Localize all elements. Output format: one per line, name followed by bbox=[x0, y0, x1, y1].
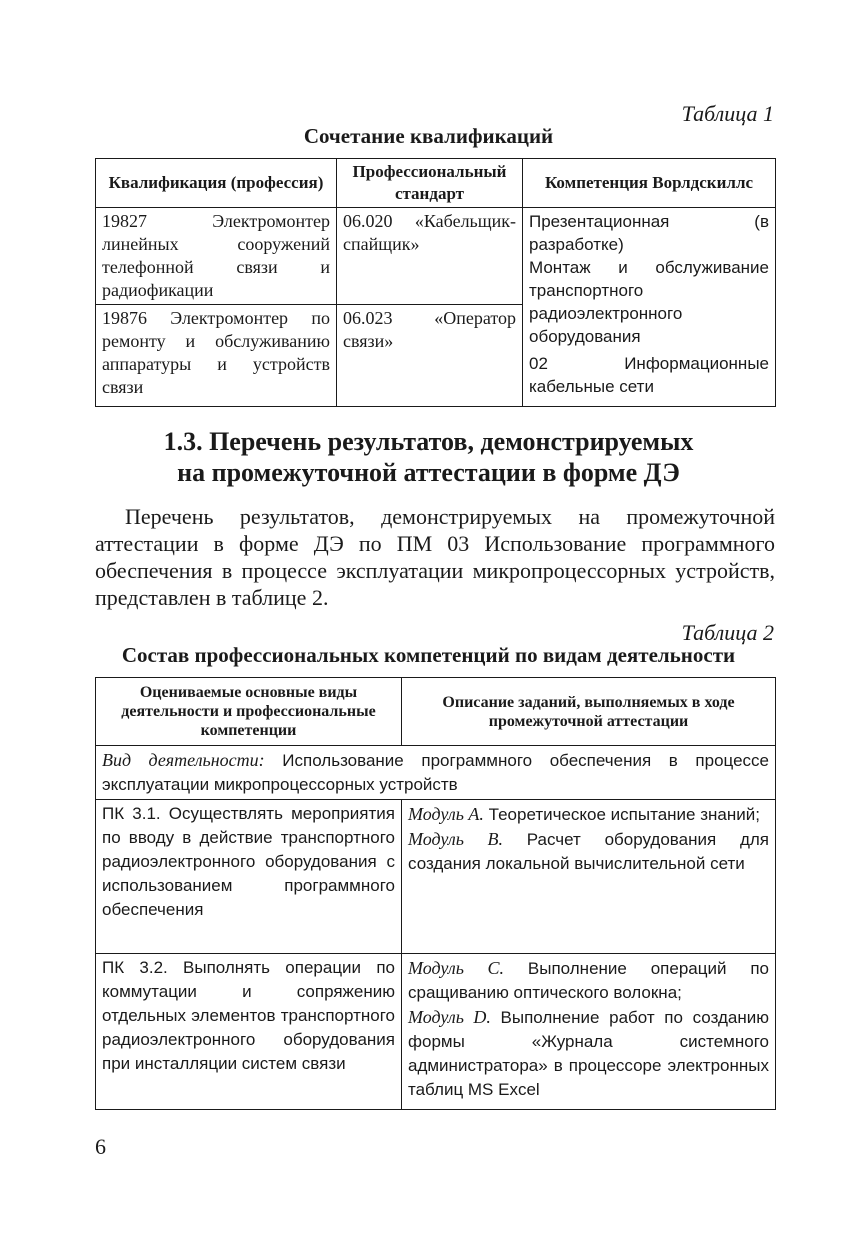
table2-cell-tasks bbox=[402, 800, 776, 954]
competency-item: Презентационная (в разработке) bbox=[529, 212, 769, 254]
task-item bbox=[408, 802, 769, 827]
table1-cell-competencies bbox=[523, 208, 776, 407]
table1-header-qualification: Квалификация (профессия) bbox=[96, 159, 337, 208]
activity-text: Использование программного обеспечения в процессе эксплуатации микропроцессорных устройств bbox=[102, 751, 769, 794]
table2-cell-competency: ПК 3.1. Осуществлять мероприятия по вводу в действие транспортного радиоэлектронного оборудования с использованием программного обеспечения bbox=[96, 800, 402, 954]
table2-cell-tasks bbox=[402, 954, 776, 1110]
module-label: Модуль А. bbox=[408, 804, 484, 824]
table1 bbox=[95, 158, 776, 407]
activity-label: Вид деятельности: bbox=[102, 750, 265, 770]
page-number: 6 bbox=[95, 1134, 106, 1159]
table2-caption: Таблица 2 bbox=[681, 620, 774, 645]
task-item bbox=[408, 956, 769, 1005]
competency-item: Монтаж и обслуживание транспортного радиоэлектронного оборудования bbox=[529, 258, 769, 346]
task-item bbox=[408, 1005, 769, 1102]
section-title bbox=[0, 426, 857, 488]
section-paragraph bbox=[95, 503, 775, 611]
table1-header-competency: Компетенция Ворлдскиллс bbox=[523, 159, 776, 208]
task-item bbox=[408, 827, 769, 876]
task-text: Выполнение операций по сращиванию оптического волокна; bbox=[408, 959, 770, 1002]
paragraph-text: Перечень результатов, демонстрируемых на промежуточной аттестации в форме ДЭ по ПМ 03 Использование программного обеспечения в процессе эксплуатации микропроцессорных устройств, представлен в таблице 2. bbox=[95, 504, 775, 610]
section-title-line1: 1.3. Перечень результатов, демонстрируемых bbox=[163, 427, 694, 456]
task-text: Теоретическое испытание знаний; bbox=[483, 805, 760, 824]
table1-cell-qualification: 19876 Электромонтер по ремонту и обслуживанию аппаратуры и устройств связи bbox=[96, 305, 337, 407]
table2-header-competency: Оцениваемые основные виды деятельности и профессиональные компетенции bbox=[96, 678, 402, 746]
module-label: Модуль D. bbox=[408, 1007, 491, 1027]
competency-item: 02 Информационные кабельные сети bbox=[529, 354, 769, 396]
table1-header-standard: Профессиональный стандарт bbox=[337, 159, 523, 208]
task-text: Выполнение работ по созданию формы «Журнала системного администратора» в процессоре электронных таблиц MS Excel bbox=[408, 1008, 769, 1099]
table1-title: Сочетание квалификаций bbox=[303, 124, 554, 148]
task-text: Расчет оборудования для создания локальной вычислительной сети bbox=[408, 830, 769, 873]
table2-cell-competency: ПК 3.2. Выполнять операции по коммутации и сопряжению отдельных элементов транспортного радиоэлектронного оборудования при инсталляции систем связи bbox=[96, 954, 402, 1110]
section-title-line2: на промежуточной аттестации в форме ДЭ bbox=[177, 458, 680, 487]
table1-caption: Таблица 1 bbox=[681, 101, 774, 126]
module-label: Модуль В. bbox=[408, 829, 503, 849]
table2-activity-row bbox=[96, 746, 776, 800]
table2-header-tasks: Описание заданий, выполняемых в ходе промежуточной аттестации bbox=[402, 678, 776, 746]
table2-title: Состав профессиональных компетенций по видам деятельности bbox=[121, 643, 736, 667]
module-label: Модуль С. bbox=[408, 958, 505, 978]
table1-cell-qualification: 19827 Электромонтер линейных сооружений телефонной связи и радиофикации bbox=[96, 208, 337, 305]
table1-cell-standard: 06.020 «Кабельщик-спайщик» bbox=[337, 208, 523, 305]
table1-cell-standard: 06.023 «Оператор связи» bbox=[337, 305, 523, 407]
table2 bbox=[95, 677, 776, 1110]
